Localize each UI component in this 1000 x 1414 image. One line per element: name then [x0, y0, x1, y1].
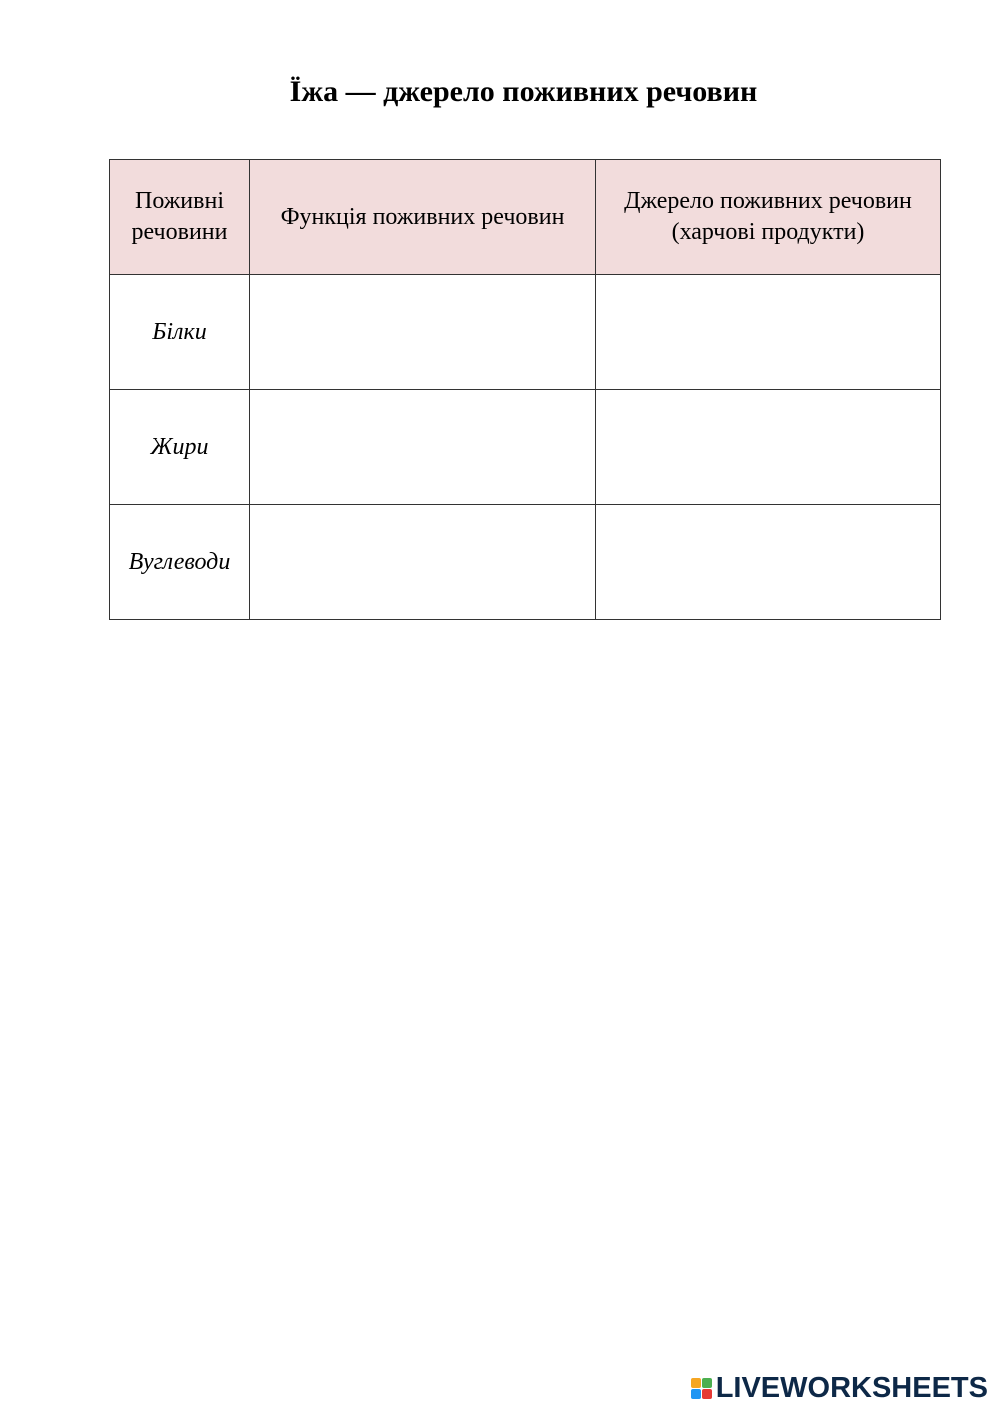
answer-cell-proteins-function[interactable] — [250, 275, 596, 390]
logo-mark-square — [691, 1389, 701, 1399]
table-row — [110, 390, 941, 505]
answer-cell-fats-function[interactable] — [250, 390, 596, 505]
row-label-carbohydrates: Вуглеводи — [110, 505, 250, 620]
answer-cell-carbohydrates-function[interactable] — [250, 505, 596, 620]
table-row — [110, 505, 941, 620]
logo-text: LIVEWORKSHEETS — [715, 1371, 988, 1404]
answer-cell-proteins-source[interactable] — [596, 275, 941, 390]
logo-mark-icon — [691, 1378, 712, 1399]
liveworksheets-logo — [691, 1372, 988, 1404]
nutrients-table — [109, 159, 941, 620]
logo-mark-square — [702, 1378, 712, 1388]
table-row — [110, 275, 941, 390]
row-label-proteins: Білки — [110, 275, 250, 390]
header-function: Функція поживних речовин — [250, 160, 596, 275]
header-nutrients: Поживні речовини — [110, 160, 250, 275]
table-header-row — [110, 160, 941, 275]
header-source: Джерело поживних речовин (харчові продукти) — [596, 160, 941, 275]
answer-cell-fats-source[interactable] — [596, 390, 941, 505]
page-title: Їжа — джерело поживних речовин — [289, 75, 758, 108]
logo-mark-square — [691, 1378, 701, 1388]
answer-cell-carbohydrates-source[interactable] — [596, 505, 941, 620]
logo-mark-square — [702, 1389, 712, 1399]
row-label-fats: Жири — [110, 390, 250, 505]
